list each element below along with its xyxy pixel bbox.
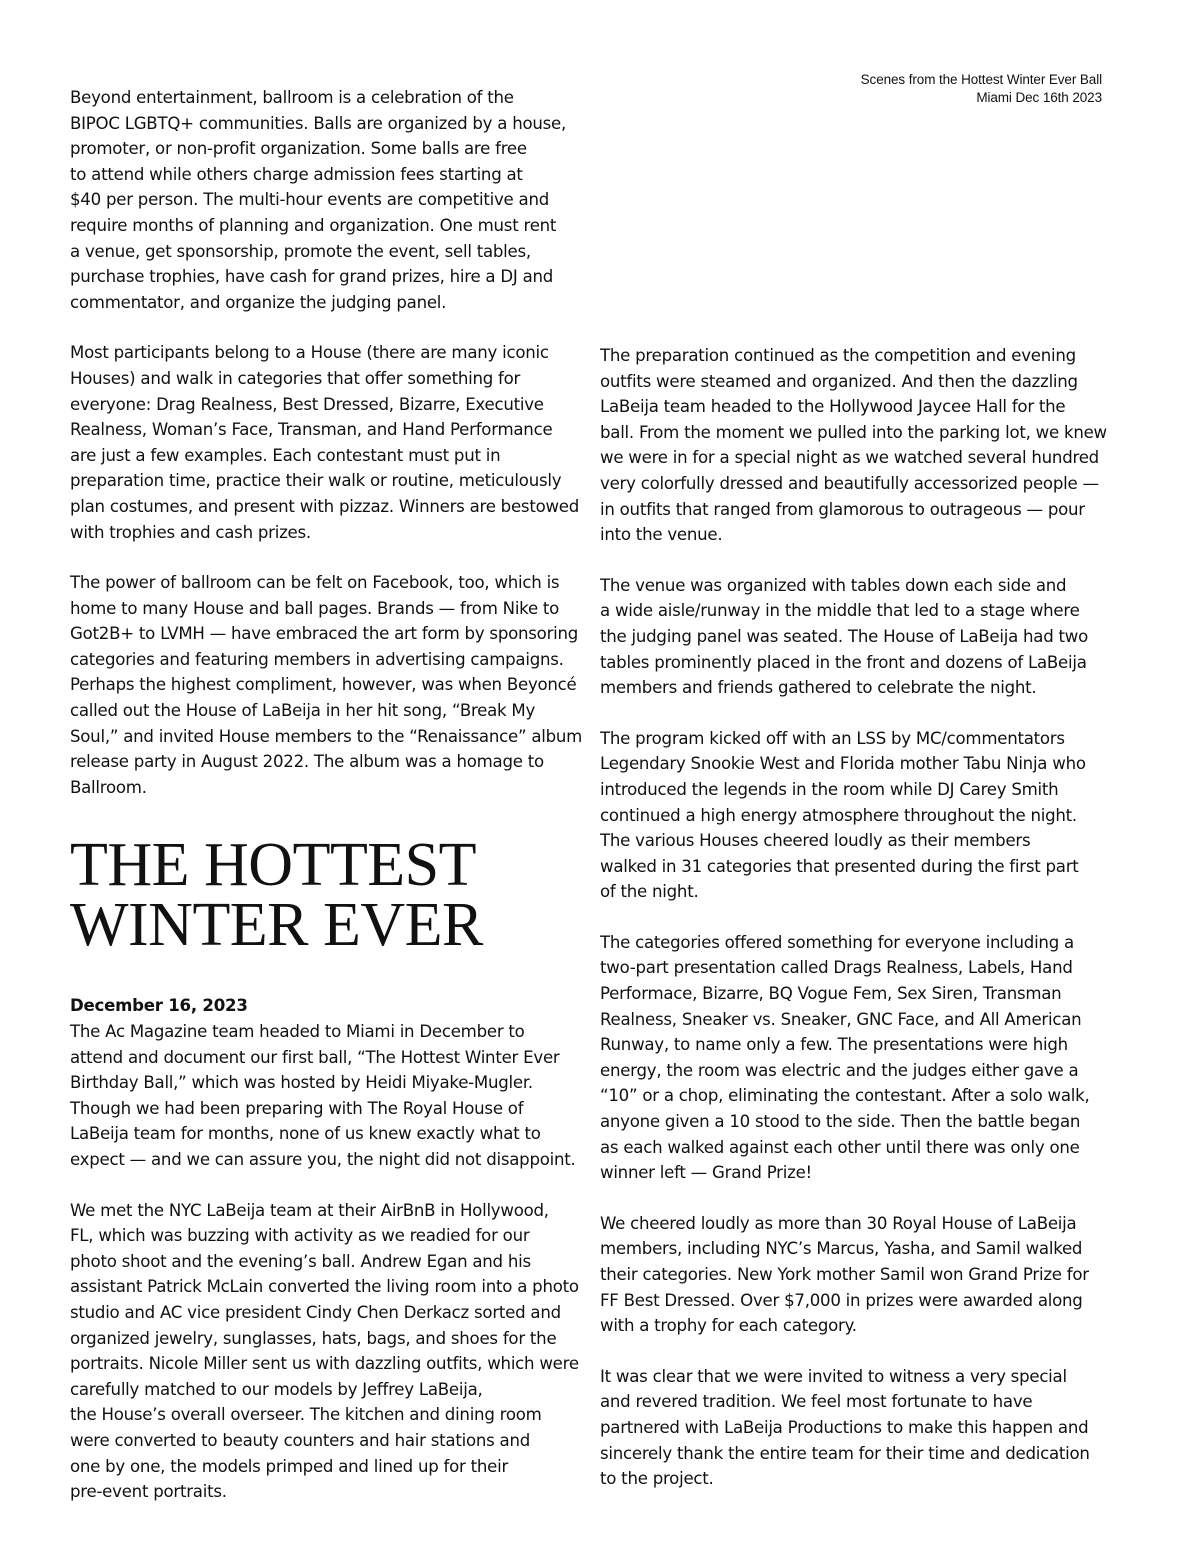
text-line: Perhaps the highest compliment, however, was when Beyoncé	[70, 675, 577, 695]
text-line: We cheered loudly as more than 30 Royal House of LaBeija	[600, 1213, 1077, 1233]
caption-title: Scenes from the Hottest Winter Ever Ball	[860, 72, 1102, 87]
paragraph	[70, 340, 590, 545]
text-line: Performace, Bizarre, BQ Vogue Fem, Sex Siren, Transman	[600, 984, 1062, 1004]
paragraph	[600, 1364, 1120, 1492]
text-line: Realness, Sneaker vs. Sneaker, GNC Face, and All American	[600, 1009, 1082, 1029]
text-line: with a trophy for each category.	[600, 1316, 857, 1336]
text-line: preparation time, practice their walk or routine, meticulously	[70, 471, 562, 491]
text-line: were converted to beauty counters and hair stations and	[70, 1430, 530, 1450]
text-line: with trophies and cash prizes.	[70, 522, 311, 542]
text-line: we were in for a special night as we watched several hundred	[600, 448, 1099, 468]
text-line: Soul,” and invited House members to the “Renaissance” album	[70, 726, 583, 746]
text-line: Got2B+ to LVMH — have embraced the art form by sponsoring	[70, 624, 579, 644]
text-line: FF Best Dressed. Over $7,000 in prizes were awarded along	[600, 1290, 1083, 1310]
paragraph	[600, 930, 1120, 1186]
text-line: The program kicked off with an LSS by MC/commentators	[600, 728, 1065, 748]
text-line: carefully matched to our models by Jeffrey LaBeija,	[70, 1379, 483, 1399]
text-line: home to many House and ball pages. Brands — from Nike to	[70, 598, 560, 618]
text-line: a wide aisle/runway in the middle that led to a stage where	[600, 601, 1080, 621]
text-line: LaBeija team for months, none of us knew exactly what to	[70, 1124, 541, 1144]
paragraph	[70, 1019, 590, 1173]
text-line: portraits. Nicole Miller sent us with dazzling outfits, which were	[70, 1354, 579, 1374]
text-line: Beyond entertainment, ballroom is a celebration of the	[70, 88, 514, 107]
text-line: partnered with LaBeija Productions to make this happen and	[600, 1417, 1089, 1437]
text-line: one by one, the models primped and lined up for their	[70, 1456, 509, 1476]
text-line: everyone: Drag Realness, Best Dressed, Bizarre, Executive	[70, 394, 544, 414]
text-line: WINTER EVER	[70, 891, 483, 960]
text-line: members, including NYC’s Marcus, Yasha, and Samil walked	[600, 1239, 1083, 1259]
text-line: the judging panel was seated. The House of LaBeija had two	[600, 626, 1089, 646]
text-line: It was clear that we were invited to witness a very special	[600, 1366, 1067, 1386]
text-line: pre-event portraits.	[70, 1482, 227, 1502]
text-line: in outfits that ranged from glamorous to outrageous — pour	[600, 499, 1085, 519]
text-line: introduced the legends in the room while DJ Carey Smith	[600, 779, 1059, 799]
text-line: photo shoot and the evening’s ball. Andrew Egan and his	[70, 1251, 531, 1271]
text-line: energy, the room was electric and the judges either gave a	[600, 1060, 1079, 1080]
paragraph	[600, 573, 1120, 701]
paragraph	[600, 343, 1120, 548]
text-line: sincerely thank the entire team for their time and dedication	[600, 1443, 1090, 1463]
text-line: commentator, and organize the judging panel.	[70, 292, 447, 312]
text-line: to the project.	[600, 1469, 714, 1489]
paragraph	[600, 1211, 1120, 1339]
text-line: called out the House of LaBeija in her hit song, “Break My	[70, 701, 536, 721]
text-line: and revered tradition. We feel most fortunate to have	[600, 1392, 1033, 1412]
article-headline	[70, 831, 590, 960]
text-line: to attend while others charge admission fees starting at	[70, 164, 523, 184]
text-line: their categories. New York mother Samil won Grand Prize for	[600, 1265, 1089, 1284]
text-line: very colorfully dressed and beautifully accessorized people —	[600, 473, 1099, 493]
text-line: are just a few examples. Each contestant must put in	[70, 445, 501, 465]
text-line: studio and AC vice president Cindy Chen Derkacz sorted and	[70, 1302, 561, 1322]
text-line: Ballroom.	[70, 777, 147, 797]
text-line: The Ac Magazine team headed to Miami in December to	[70, 1022, 525, 1042]
text-line: outfits were steamed and organized. And then the dazzling	[600, 371, 1078, 391]
text-line: FL, which was buzzing with activity as we readied for our	[70, 1226, 530, 1246]
paragraph	[70, 85, 590, 315]
text-line: members and friends gathered to celebrate the night.	[600, 678, 1037, 698]
article-date: December 16, 2023	[70, 996, 248, 1016]
text-line: The power of ballroom can be felt on Facebook, too, which is	[70, 573, 560, 593]
text-line: as each walked against each other until there was only one	[600, 1137, 1080, 1157]
text-line: Birthday Ball,” which was hosted by Heidi Miyake-Mugler.	[70, 1073, 533, 1093]
text-line: winner left — Grand Prize!	[600, 1163, 812, 1183]
text-line: anyone given a 10 stood to the side. Then the battle began	[600, 1112, 1081, 1132]
paragraph	[70, 570, 590, 800]
text-line: continued a high energy atmosphere throughout the night.	[600, 805, 1077, 825]
text-line: into the venue.	[600, 525, 723, 545]
text-line: purchase trophies, have cash for grand prizes, hire a DJ and	[70, 267, 554, 287]
text-line: walked in 31 categories that presented during the first part	[600, 856, 1079, 876]
text-line: tables prominently placed in the front and dozens of LaBeija	[600, 652, 1087, 672]
text-line: two-part presentation called Drags Realness, Labels, Hand	[600, 958, 1073, 978]
left-column	[70, 85, 590, 1530]
text-line: a venue, get sponsorship, promote the event, sell tables,	[70, 241, 531, 261]
text-line: $40 per person. The multi-hour events are competitive and	[70, 190, 550, 210]
text-line: of the night.	[600, 882, 699, 902]
text-line: expect — and we can assure you, the night did not disappoint.	[70, 1150, 576, 1169]
text-line: BIPOC LGBTQ+ communities. Balls are organized by a house,	[70, 113, 567, 133]
text-line: the House’s overall overseer. The kitchen and dining room	[70, 1405, 542, 1425]
text-line: We met the NYC LaBeija team at their AirBnB in Hollywood,	[70, 1200, 549, 1220]
text-line: categories and featuring members in advertising campaigns.	[70, 649, 564, 669]
text-line: organized jewelry, sunglasses, hats, bags, and shoes for the	[70, 1328, 557, 1348]
photo-caption	[682, 71, 1102, 107]
text-line: promoter, or non-profit organization. Some balls are free	[70, 139, 527, 159]
text-line: “10” or a chop, eliminating the contestant. After a solo walk,	[600, 1086, 1090, 1106]
text-line: plan costumes, and present with pizzaz. Winners are bestowed	[70, 496, 580, 516]
text-line: LaBeija team headed to the Hollywood Jaycee Hall for the	[600, 397, 1066, 417]
text-line: Runway, to name only a few. The presentations were high	[600, 1035, 1068, 1055]
text-line: Though we had been preparing with The Royal House of	[70, 1098, 524, 1118]
text-line: attend and document our first ball, “The Hottest Winter Ever	[70, 1047, 560, 1067]
text-line: Realness, Woman’s Face, Transman, and Hand Performance	[70, 420, 553, 440]
paragraph	[70, 1198, 590, 1505]
caption-location-date: Miami Dec 16th 2023	[976, 90, 1102, 105]
text-line: The venue was organized with tables down each side and	[600, 575, 1067, 595]
text-line: Legendary Snookie West and Florida mother Tabu Ninja who	[600, 754, 1086, 774]
text-line: THE HOTTEST	[70, 831, 477, 900]
text-line: require months of planning and organization. One must rent	[70, 215, 557, 235]
text-line: Houses) and walk in categories that offer something for	[70, 368, 521, 388]
right-column	[600, 343, 1120, 1517]
text-line: ball. From the moment we pulled into the parking lot, we knew	[600, 422, 1107, 442]
text-line: The various Houses cheered loudly as their members	[600, 831, 1031, 851]
paragraph	[600, 726, 1120, 905]
text-line: assistant Patrick McLain converted the living room into a photo	[70, 1277, 579, 1297]
text-line: release party in August 2022. The album was a homage to	[70, 752, 544, 772]
text-line: Most participants belong to a House (there are many iconic	[70, 343, 549, 363]
text-line: The preparation continued as the competition and evening	[600, 346, 1076, 365]
text-line: The categories offered something for everyone including a	[600, 932, 1074, 952]
